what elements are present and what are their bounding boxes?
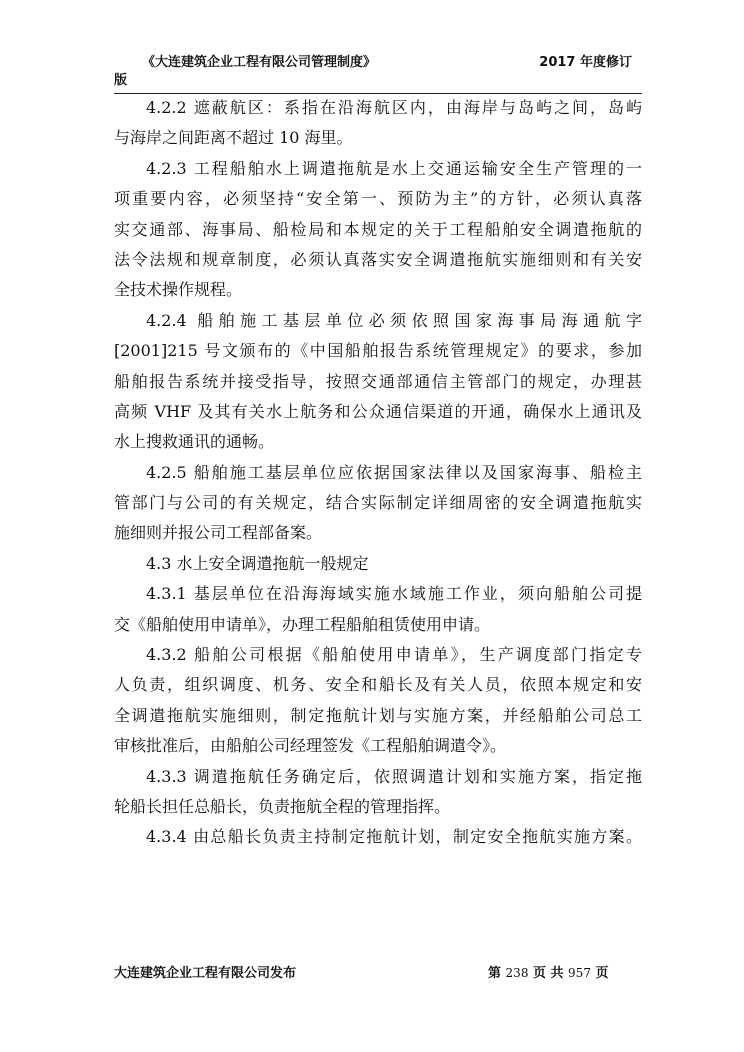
section-heading: 4.3 水上安全调遣拖航一般规定 bbox=[146, 553, 369, 573]
page-current: 238 bbox=[505, 966, 529, 980]
body-line: 4.3.4 由总船长负责主持制定拖航计划，制定安全拖航实施方案。 bbox=[146, 827, 642, 847]
header-edition-wrap: 版 bbox=[114, 73, 128, 88]
body-line: 全技术操作规程。 bbox=[114, 280, 243, 300]
body-line: 施细则并报公司工程部备案。 bbox=[114, 523, 323, 543]
body-line: 轮船长担任总船长，负责拖航全程的管理指挥。 bbox=[114, 796, 451, 816]
body-line: 水上搜救通讯的通畅。 bbox=[114, 432, 275, 452]
page-header bbox=[114, 54, 642, 94]
body-line: 4.2.4 船舶施工基层单位必须依照国家海事局海通航字 bbox=[146, 310, 642, 330]
body-line: 与海岸之间距离不超过 10 海里。 bbox=[114, 128, 353, 148]
page-footer bbox=[114, 965, 642, 985]
body-line: 4.3.1 基层单位在沿海海域实施水域施工作业，须向船舶公司提 bbox=[146, 584, 642, 604]
body-line: 4.2.3 工程船舶水上调遣拖航是水上交通运输安全生产管理的一 bbox=[146, 158, 642, 178]
body-line: 全调遣拖航实施细则，制定拖航计划与实施方案，并经船舶公司总工 bbox=[114, 705, 642, 725]
body-line: 审核批准后，由船舶公司经理签发《工程船舶调遣令》。 bbox=[114, 736, 507, 756]
page-number bbox=[488, 965, 609, 982]
body-line: 4.2.2 遮蔽航区：系指在沿海航区内，由海岸与岛屿之间，岛屿 bbox=[146, 98, 642, 117]
header-title: 《大连建筑企业工程有限公司管理制度》 bbox=[142, 55, 377, 70]
body-line: 交《船舶使用申请单》，办理工程船舶租赁使用申请。 bbox=[114, 614, 491, 634]
header-edition: 2017 年度修订 bbox=[539, 55, 632, 70]
page-total: 957 bbox=[568, 966, 591, 980]
body-line: 高频 VHF 及其有关水上航务和公众通信渠道的开通，确保水上通讯及 bbox=[114, 401, 642, 421]
footer-publisher: 大连建筑企业工程有限公司发布 bbox=[114, 966, 297, 981]
body-line: 实交通部、海事局、船检局和本规定的关于工程船舶安全调遣拖航的 bbox=[114, 219, 642, 239]
body-line: 管部门与公司的有关规定，结合实际制定详细周密的安全调遣拖航实 bbox=[114, 493, 642, 513]
body-line: 法令法规和规章制度，必须认真落实安全调遣拖航实施细则和有关安 bbox=[114, 249, 642, 269]
body-line: 4.2.5 船舶施工基层单位应依据国家法律以及国家海事、船检主 bbox=[146, 462, 642, 482]
body-line: 项重要内容，必须坚持“安全第一、预防为主”的方针，必须认真落 bbox=[114, 189, 642, 209]
page-prefix: 第 bbox=[488, 966, 502, 981]
body-line: 船舶报告系统并接受指导，按照交通部通信主管部门的规定，办理甚 bbox=[114, 371, 642, 391]
document-body bbox=[114, 93, 642, 853]
body-line: [2001]215 号文颁布的《中国船舶报告系统管理规定》的要求，参加 bbox=[114, 341, 642, 361]
page-suffix: 页 bbox=[595, 966, 609, 981]
body-line: 人负责，组织调度、机务、安全和船长及有关人员，依照本规定和安 bbox=[114, 675, 642, 695]
page-middle: 页 共 bbox=[532, 966, 564, 981]
body-line: 4.3.3 调遣拖航任务确定后，依照调遣计划和实施方案，指定拖 bbox=[146, 766, 642, 786]
body-line: 4.3.2 船舶公司根据《船舶使用申请单》，生产调度部门指定专 bbox=[146, 645, 642, 665]
